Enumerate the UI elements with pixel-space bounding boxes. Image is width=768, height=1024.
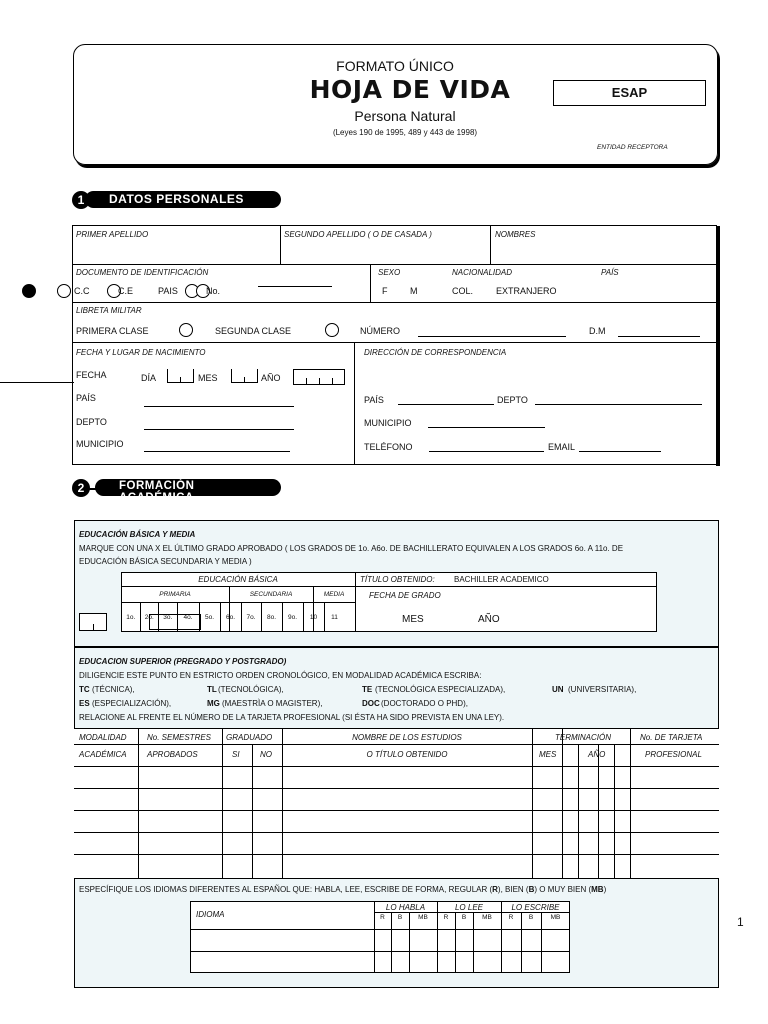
lang-instr-b: ), BIEN ( (497, 885, 529, 894)
basic-instr-2: EDUCACIÓN BÁSICA SECUNDARIA Y MEDIA ) (79, 557, 252, 566)
section-1-title: DATOS PERSONALES (85, 191, 281, 208)
section-1-dash (88, 200, 100, 202)
basic-instr-1: MARQUE CON UNA X EL ÚLTIMO GRADO APROBADO ( LOS GRADOS DE 1o. A6o. DE BACHILLERATO EQUIVALEN A LOS GRADOS 6o. A 11o. DE (79, 544, 624, 553)
grade-cell[interactable]: 2o. (140, 603, 159, 632)
code-tl: TL (207, 685, 217, 694)
grade-cell[interactable]: 9o. (282, 603, 303, 632)
header-format: FORMATO ÚNICO (336, 58, 454, 74)
grad-month-label: MES (402, 614, 424, 625)
col-name-2: O TÍTULO OBTENIDO (366, 750, 448, 759)
birth-municipio-label: MUNICIPIO (76, 439, 124, 449)
col-termination: TERMINACIÓN (555, 733, 611, 742)
col-no: NO (260, 750, 272, 759)
code-te: TE (362, 685, 373, 694)
code-doc: DOC (362, 699, 380, 708)
first-surname-label: PRIMER APELLIDO (76, 230, 149, 239)
lang-code-mb: MB (591, 885, 604, 894)
lang-level-b: B (397, 914, 403, 921)
birth-municipio-field[interactable] (144, 451, 290, 452)
code-tc-text: (TÉCNICA), (92, 685, 135, 694)
col-sem-2: APROBADOS (147, 750, 198, 759)
grade-cell[interactable]: 7o. (241, 603, 261, 632)
col-si: SI (232, 750, 240, 759)
col-mod-2: ACADÉMICA (79, 750, 127, 759)
pais-id-label: PAIS (158, 286, 178, 296)
lang-lee-header: LO LEE (454, 903, 483, 912)
lang-level-r: R (508, 914, 514, 921)
birth-depto-field[interactable] (144, 429, 294, 430)
birth-date-label: FECHA (76, 370, 107, 380)
dm-field[interactable] (618, 336, 700, 337)
lang-instr-d: ) (603, 885, 607, 894)
margin-line (0, 382, 74, 383)
col-sem-1: No. SEMESTRES (147, 733, 212, 742)
sex-m[interactable]: M (410, 286, 418, 296)
day-label: DÍA (141, 373, 157, 383)
col-card-1: No. DE TARJETA (640, 733, 703, 742)
lang-level-b: B (528, 914, 534, 921)
titulo-label: TÍTULO OBTENIDO: (360, 575, 435, 584)
code-un: UN (552, 685, 564, 694)
first-class-label: PRIMERA CLASE (76, 326, 149, 336)
second-class-radio[interactable] (325, 323, 339, 337)
second-surname-label: SEGUNDO APELLIDO ( O DE CASADA ) (284, 230, 432, 239)
phone-field[interactable] (429, 451, 544, 452)
sexo-label: SEXO (378, 268, 401, 277)
address-country-field[interactable] (398, 404, 494, 405)
military-number-label: NÚMERO (360, 326, 400, 336)
birth-label: FECHA Y LUGAR DE NACIMIENTO (76, 348, 206, 357)
entity-box: ESAP (553, 80, 706, 106)
lang-code-b: B (528, 885, 535, 894)
primaria-header: PRIMARIA (159, 591, 191, 598)
address-depto-label: DEPTO (497, 395, 528, 405)
section-2-title: FORMACIÓN ACADÉMICA (95, 479, 281, 496)
birth-country-field[interactable] (144, 406, 294, 407)
month-label: MES (198, 373, 218, 383)
col-card-2: PROFESIONAL (645, 750, 702, 759)
military-label: LIBRETA MILITAR (76, 306, 142, 315)
entity-label: ENTIDAD RECEPTORA (597, 144, 668, 151)
section-1-number: 1 (72, 191, 90, 209)
term-split (532, 744, 630, 745)
secundaria-header: SECUNDARIA (249, 591, 293, 598)
higher-row[interactable] (75, 789, 718, 810)
names-label: NOMBRES (495, 230, 536, 239)
lang-code-r: R (492, 885, 498, 894)
section-2-number: 2 (72, 479, 90, 497)
address-municipio-field[interactable] (428, 427, 545, 428)
col-month: MES (539, 750, 557, 759)
lang-level-mb: MB (418, 914, 428, 921)
code-un-text: (UNIVERSITARIA), (568, 685, 637, 694)
titulo-value: BACHILLER ACADEMICO (454, 575, 549, 584)
birth-country-label: PAÍS (76, 393, 96, 403)
grade-cell[interactable]: 11 (324, 603, 345, 632)
nationality-foreign[interactable]: EXTRANJERO (496, 286, 557, 296)
grade-cell[interactable]: 8o. (261, 603, 282, 632)
col-graduado: GRADUADO (226, 733, 273, 742)
higher-row[interactable] (75, 767, 718, 788)
header-laws: (Leyes 190 de 1995, 489 y 443 de 1998) (332, 128, 478, 137)
code-te-text: (TECNOLÓGICA ESPECIALIZADA), (375, 685, 506, 694)
lang-instr-c: ) O MUY BIEN ( (534, 885, 592, 894)
nationality-col[interactable]: COL. (452, 286, 474, 296)
languages-instr (79, 885, 606, 894)
email-field[interactable] (579, 451, 661, 452)
media-header: MEDIA (323, 591, 345, 598)
grade-cell[interactable]: 6o. (220, 603, 241, 632)
col-name-1: NOMBRE DE LOS ESTUDIOS (352, 733, 462, 742)
header-subtitle: Persona Natural (354, 108, 456, 124)
grad-year-label: AÑO (478, 614, 500, 625)
higher-instr-1: DILIGENCIE ESTE PUNTO EN ESTRICTO ORDEN CRONOLÓGICO, EN MODALIDAD ACADÉMICA ESCRIBA: (79, 671, 482, 680)
address-municipio-label: MUNICIPIO (364, 418, 412, 428)
address-label: DIRECCIÓN DE CORRESPONDENCIA (364, 348, 507, 357)
personal-box-right-shadow (716, 226, 720, 466)
country-label: PAÍS (601, 268, 619, 277)
grade-cell[interactable]: 1o. (121, 603, 140, 632)
no-label: No. (206, 286, 221, 296)
lang-escribe-header: LO ESCRIBE (511, 903, 560, 912)
lang-row[interactable] (191, 952, 569, 972)
grade-cell[interactable]: 10 (303, 603, 324, 632)
address-country-label: PAÍS (364, 395, 384, 405)
edu-basic-header: EDUCACIÓN BÁSICA (198, 575, 278, 584)
grade-cell[interactable]: 3o. (158, 603, 177, 632)
code-doc-text: (DOCTORADO O PHD), (381, 699, 468, 708)
dm-label: D.M (589, 326, 606, 336)
grade-cell[interactable]: 4o. (177, 603, 199, 632)
lang-level-b: B (461, 914, 467, 921)
birth-depto-label: DEPTO (76, 417, 107, 427)
code-tc: TC (79, 685, 90, 694)
grade-mark-box[interactable] (149, 614, 201, 630)
code-mg-text: (MAESTRÌA O MAGISTER), (222, 699, 323, 708)
lang-level-mb: MB (482, 914, 492, 921)
lang-idioma-header: IDIOMA (196, 910, 225, 919)
lang-level-r: R (380, 914, 385, 921)
higher-row[interactable] (75, 833, 718, 854)
lang-instr-a: ESPECÍFIQUE LOS IDIOMAS DIFERENTES AL ESPAÑOL QUE: HABLA, LEE, ESCRIBE DE FORMA, REGULAR ( (79, 885, 493, 894)
col-mod-1: MODALIDAD (79, 733, 127, 742)
lang-row[interactable] (191, 930, 569, 951)
phone-label: TELÉFONO (364, 442, 413, 452)
col-year: AÑO (588, 750, 606, 759)
code-tl-text: (TECNOLÓGICA), (218, 685, 284, 694)
higher-row[interactable] (75, 855, 718, 876)
cc-label: C.C (74, 286, 90, 296)
code-es: ES (79, 699, 90, 708)
first-class-radio[interactable] (179, 323, 193, 337)
higher-row[interactable] (75, 811, 718, 832)
page-title: HOJA DE VIDA (309, 75, 511, 104)
fecha-grado-label: FECHA DE GRADO (369, 591, 441, 600)
id-radio-cc[interactable] (57, 284, 71, 298)
code-mg: MG (207, 699, 220, 708)
nationality-label: NACIONALIDAD (452, 268, 513, 277)
higher-instr-4: RELACIONE AL FRENTE EL NÚMERO DE LA TARJETA PROFESIONAL (SI ÉSTA HA SIDO PREVISTA EN UNA LEY). (79, 713, 505, 722)
ce-label: C.E (118, 286, 134, 296)
higher-title: EDUCACION SUPERIOR (PREGRADO Y POSTGRADO) (79, 657, 287, 666)
id-radio-extra[interactable] (22, 284, 36, 298)
email-label: EMAIL (548, 442, 576, 452)
basic-title: EDUCACIÓN BÁSICA Y MEDIA (79, 530, 196, 539)
military-number-field[interactable] (418, 336, 566, 337)
second-class-label: SEGUNDA CLASE (215, 326, 292, 336)
address-depto-field[interactable] (535, 404, 702, 405)
section-2-dash (88, 488, 100, 490)
id-number-field[interactable] (258, 286, 332, 287)
grade-cell[interactable]: 5o. (199, 603, 220, 632)
lang-level-mb: MB (550, 914, 561, 921)
code-es-text: (ESPECIALIZACIÓN), (92, 699, 172, 708)
id-doc-label: DOCUMENTO DE IDENTIFICACIÓN (76, 268, 209, 277)
lang-level-r: R (443, 914, 449, 921)
lang-habla-header: LO HABLA (385, 903, 426, 912)
page-number: 1 (737, 915, 744, 929)
year-label: AÑO (261, 373, 281, 383)
sex-f[interactable]: F (382, 286, 388, 296)
